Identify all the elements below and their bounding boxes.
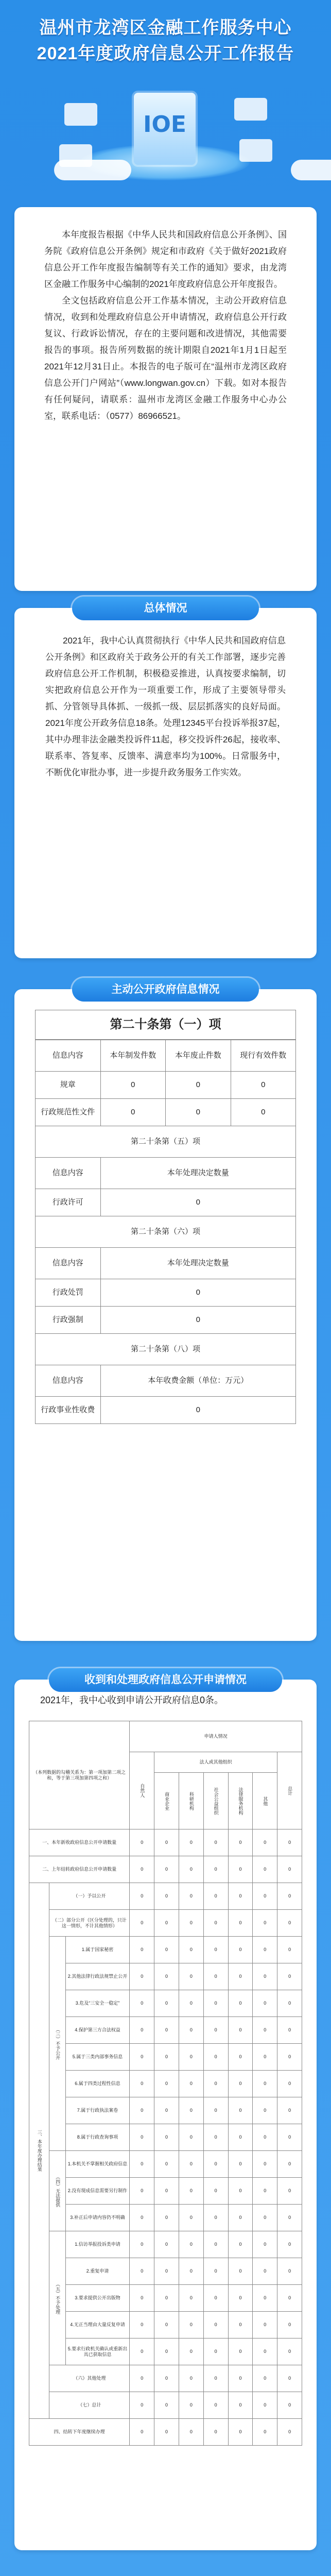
cell-value: 0 bbox=[154, 1910, 179, 1937]
table-row bbox=[29, 1856, 302, 1883]
cell-value: 0 bbox=[130, 2392, 154, 2419]
row-label: 1.属于国家秘密 bbox=[65, 1937, 130, 1963]
hero-banner bbox=[0, 0, 331, 211]
intro-card bbox=[14, 207, 317, 591]
table-row bbox=[29, 1990, 302, 2017]
table-row bbox=[29, 2231, 302, 2258]
cell-value: 0 bbox=[228, 2365, 253, 2392]
article-20-5-title: 第二十条第（五）项 bbox=[36, 1126, 296, 1158]
cell-value: 0 bbox=[100, 1397, 296, 1424]
cell-value: 0 bbox=[179, 2392, 203, 2419]
table-row bbox=[29, 2044, 302, 2071]
cell-value: 0 bbox=[253, 1937, 277, 1963]
cell-value: 0 bbox=[253, 2419, 277, 2446]
cell-value: 0 bbox=[179, 2312, 203, 2338]
cell-value: 0 bbox=[130, 1856, 154, 1883]
hero-logo-text: IOE bbox=[143, 111, 186, 138]
row-label: 4.无正当理由大量反复申请 bbox=[65, 2312, 130, 2338]
row-subgroup-label: （三）不予公开 bbox=[49, 1937, 65, 2151]
cell-value: 0 bbox=[277, 2017, 302, 2044]
cell-value: 0 bbox=[253, 2017, 277, 2044]
cell-value: 0 bbox=[130, 2258, 154, 2285]
row-label: 3.危及“三安全一稳定” bbox=[65, 1990, 130, 2017]
cell-value: 0 bbox=[130, 1990, 154, 2017]
cell-value: 0 bbox=[277, 2044, 302, 2071]
cell-value: 0 bbox=[203, 2071, 228, 2097]
cell-value: 0 bbox=[100, 1189, 296, 1216]
col-header: 科研机构 bbox=[179, 1773, 203, 1829]
cell-value: 0 bbox=[179, 2338, 203, 2365]
cell-value: 0 bbox=[179, 2285, 203, 2312]
cell-value: 0 bbox=[130, 1883, 154, 1910]
cell-value: 0 bbox=[228, 2044, 253, 2071]
cell-value: 0 bbox=[228, 1963, 253, 1990]
table-corner-note: （本列数据的勾稽关系为：第一项加第二项之和，等于第三项加第四项之和） bbox=[29, 1721, 130, 1829]
cell-value: 0 bbox=[277, 2285, 302, 2312]
row-label: 行政强制 bbox=[36, 1307, 101, 1334]
cell-value: 0 bbox=[130, 1910, 154, 1937]
cell-value: 0 bbox=[277, 2151, 302, 2178]
overview-card bbox=[14, 608, 317, 958]
applications-table bbox=[29, 1721, 302, 2446]
cell-value: 0 bbox=[277, 1829, 302, 1856]
cell-value: 0 bbox=[154, 2258, 179, 2285]
cell-value: 0 bbox=[179, 1856, 203, 1883]
active-disclosure-card bbox=[14, 989, 317, 1641]
cell-value: 0 bbox=[228, 1910, 253, 1937]
cell-value: 0 bbox=[277, 2392, 302, 2419]
applications-heading: 收到和处理政府信息公开申请情况 bbox=[49, 1668, 282, 1692]
row-label: 行政事业性收费 bbox=[36, 1397, 101, 1424]
cell-value: 0 bbox=[179, 2071, 203, 2097]
cell-value: 0 bbox=[253, 2285, 277, 2312]
cell-value: 0 bbox=[130, 2151, 154, 2178]
cell-value: 0 bbox=[179, 1990, 203, 2017]
cell-value: 0 bbox=[154, 2419, 179, 2446]
cell-value: 0 bbox=[253, 2365, 277, 2392]
cell-value: 0 bbox=[130, 1937, 154, 1963]
cell-value: 0 bbox=[253, 1829, 277, 1856]
cell-value: 0 bbox=[228, 2258, 253, 2285]
cell-value: 0 bbox=[253, 2124, 277, 2151]
row-label: 7.属于行政执法案卷 bbox=[65, 2097, 130, 2124]
cell-value: 0 bbox=[203, 1963, 228, 1990]
cell-value: 0 bbox=[277, 2097, 302, 2124]
cell-value: 0 bbox=[228, 2017, 253, 2044]
cell-value: 0 bbox=[154, 2178, 179, 2205]
col-header: 本年制发件数 bbox=[100, 1040, 166, 1072]
cell-value: 0 bbox=[228, 2338, 253, 2365]
table-row bbox=[29, 1829, 302, 1856]
cell-value: 0 bbox=[277, 1910, 302, 1937]
row-label: 行政许可 bbox=[36, 1189, 101, 1216]
cell-value: 0 bbox=[154, 2124, 179, 2151]
row-label: 2.没有现成信息需要另行制作 bbox=[65, 2178, 130, 2205]
col-header: 信息内容 bbox=[36, 1248, 101, 1279]
cell-value: 0 bbox=[154, 2231, 179, 2258]
cell-value: 0 bbox=[130, 2365, 154, 2392]
applications-intro: 2021年，我中心收到申请公开政府信息0条。 bbox=[40, 1695, 224, 1705]
cell-value: 0 bbox=[154, 2338, 179, 2365]
cell-value: 0 bbox=[253, 2258, 277, 2285]
cell-value: 0 bbox=[253, 1990, 277, 2017]
cell-value: 0 bbox=[154, 1856, 179, 1883]
cell-value: 0 bbox=[100, 1099, 166, 1126]
table-row bbox=[29, 2258, 302, 2285]
col-header: 现行有效件数 bbox=[231, 1040, 296, 1072]
cell-value: 0 bbox=[154, 2017, 179, 2044]
table-row bbox=[29, 2205, 302, 2231]
row-label: （七）总计 bbox=[49, 2392, 130, 2419]
row-label: 3.要求提供公开出版物 bbox=[65, 2285, 130, 2312]
cell-value: 0 bbox=[228, 2151, 253, 2178]
table-row bbox=[29, 2017, 302, 2044]
cell-value: 0 bbox=[228, 2205, 253, 2231]
row-label: 4.保护第三方合法权益 bbox=[65, 2017, 130, 2044]
row-label: 6.属于四类过程性信息 bbox=[65, 2071, 130, 2097]
table-row bbox=[29, 2097, 302, 2124]
cell-value: 0 bbox=[277, 1963, 302, 1990]
row-subgroup-label: （四）无法提供 bbox=[49, 2151, 65, 2231]
cell-value: 0 bbox=[154, 2312, 179, 2338]
cell-value: 0 bbox=[203, 1937, 228, 1963]
cell-value: 0 bbox=[130, 2285, 154, 2312]
cell-value: 0 bbox=[100, 1307, 296, 1334]
row-label: 8.属于行政查询事项 bbox=[65, 2124, 130, 2151]
cell-value: 0 bbox=[130, 2419, 154, 2446]
cell-value: 0 bbox=[203, 2338, 228, 2365]
col-header: 本年处理决定数量 bbox=[100, 1248, 296, 1279]
table-row bbox=[29, 1963, 302, 1990]
cell-value: 0 bbox=[100, 1072, 166, 1099]
table-row bbox=[29, 2365, 302, 2392]
cell-value: 0 bbox=[253, 2178, 277, 2205]
cell-value: 0 bbox=[203, 2178, 228, 2205]
cell-value: 0 bbox=[277, 1883, 302, 1910]
cell-value: 0 bbox=[154, 1883, 179, 1910]
col-header: 信息内容 bbox=[36, 1158, 101, 1189]
col-header: 商业企业 bbox=[154, 1773, 179, 1829]
cell-value: 0 bbox=[253, 2312, 277, 2338]
cell-value: 0 bbox=[228, 2071, 253, 2097]
cell-value: 0 bbox=[228, 2097, 253, 2124]
cell-value: 0 bbox=[228, 2178, 253, 2205]
cell-value: 0 bbox=[228, 2392, 253, 2419]
cell-value: 0 bbox=[253, 2338, 277, 2365]
table-row bbox=[29, 2178, 302, 2205]
cell-value: 0 bbox=[277, 2231, 302, 2258]
cell-value: 0 bbox=[154, 2044, 179, 2071]
row-label: 行政规范性文件 bbox=[36, 1099, 101, 1126]
cell-value: 0 bbox=[203, 2017, 228, 2044]
cell-value: 0 bbox=[154, 2285, 179, 2312]
cell-value: 0 bbox=[166, 1099, 231, 1126]
col-header: 信息内容 bbox=[36, 1040, 101, 1072]
cell-value: 0 bbox=[277, 1856, 302, 1883]
table-row bbox=[29, 2338, 302, 2365]
cell-value: 0 bbox=[228, 1937, 253, 1963]
cell-value: 0 bbox=[203, 2124, 228, 2151]
table-row bbox=[29, 2071, 302, 2097]
cell-value: 0 bbox=[253, 2071, 277, 2097]
cell-value: 0 bbox=[154, 1937, 179, 1963]
cell-value: 0 bbox=[228, 2312, 253, 2338]
row-label: 5.要求行政机关确认或重新出具已获取信息 bbox=[65, 2338, 130, 2365]
article-20-8-title: 第二十条第（八）项 bbox=[36, 1334, 296, 1365]
row-label: 二、上年结转政府信息公开申请数量 bbox=[29, 1856, 130, 1883]
table-row bbox=[29, 2419, 302, 2446]
col-header: 本年废止件数 bbox=[166, 1040, 231, 1072]
cell-value: 0 bbox=[253, 2044, 277, 2071]
cell-value: 0 bbox=[203, 2097, 228, 2124]
cell-value: 0 bbox=[154, 2205, 179, 2231]
cell-value: 0 bbox=[130, 2312, 154, 2338]
cell-value: 0 bbox=[179, 2097, 203, 2124]
cell-value: 0 bbox=[203, 2044, 228, 2071]
cell-value: 0 bbox=[203, 2419, 228, 2446]
col-header: 信息内容 bbox=[36, 1365, 101, 1397]
row-label: 1.信访举报投诉类申请 bbox=[65, 2231, 130, 2258]
cell-value: 0 bbox=[154, 2071, 179, 2097]
cell-value: 0 bbox=[203, 2365, 228, 2392]
cell-value: 0 bbox=[253, 2151, 277, 2178]
cell-value: 0 bbox=[228, 2124, 253, 2151]
cell-value: 0 bbox=[228, 2285, 253, 2312]
cell-value: 0 bbox=[203, 2258, 228, 2285]
cell-value: 0 bbox=[203, 2392, 228, 2419]
cell-value: 0 bbox=[179, 2151, 203, 2178]
col-header: 本年处理决定数量 bbox=[100, 1158, 296, 1189]
table-row bbox=[29, 1937, 302, 1963]
table-row bbox=[29, 2392, 302, 2419]
row-label: 规章 bbox=[36, 1072, 101, 1099]
cell-value: 0 bbox=[277, 2338, 302, 2365]
cell-value: 0 bbox=[203, 2151, 228, 2178]
row-label: （一）予以公开 bbox=[49, 1883, 130, 1910]
row-group-label: 三、本年度办理结果 bbox=[29, 1883, 49, 2419]
table-row bbox=[29, 2312, 302, 2338]
cell-value: 0 bbox=[203, 1990, 228, 2017]
table-row bbox=[29, 1883, 302, 1910]
cell-value: 0 bbox=[179, 2205, 203, 2231]
applicant-header: 申请人情况 bbox=[130, 1721, 302, 1752]
cell-value: 0 bbox=[253, 1963, 277, 1990]
cell-value: 0 bbox=[203, 2231, 228, 2258]
intro-paragraph-2: 全文包括政府信息公开工作基本情况，主动公开政府信息情况，收到和处理政府信息公开申请情况，政府信息公开行政复议、行政诉讼情况，存在的主要问题和改进情况，其他需要报告的事项。报告所列数据的统计期限自2021年1月1日起至2021年12月31日止。本报告的电子版可在“温州市龙湾区政府信息公开门户网站”（www.longwan.gov.cn）下载。如对本报告有任何疑问，请联系：温州市龙湾区金融工作服务中心办公室，联系电话：（0577）86966521。 bbox=[44, 296, 287, 421]
cell-value: 0 bbox=[203, 2285, 228, 2312]
row-label: 3.补正后申请内容仍不明确 bbox=[65, 2205, 130, 2231]
row-label: （二）部分公开（区分处理的，只计这一情形，不计其他情形） bbox=[49, 1910, 130, 1937]
cell-value: 0 bbox=[179, 2044, 203, 2071]
cell-value: 0 bbox=[154, 1829, 179, 1856]
cell-value: 0 bbox=[253, 2097, 277, 2124]
cell-value: 0 bbox=[154, 2392, 179, 2419]
title-line-1: 温州市龙湾区金融工作服务中心 bbox=[39, 18, 292, 38]
cell-value: 0 bbox=[130, 2231, 154, 2258]
cell-value: 0 bbox=[277, 2365, 302, 2392]
cell-value: 0 bbox=[253, 1856, 277, 1883]
applications-card bbox=[14, 1680, 317, 2550]
cell-value: 0 bbox=[179, 2231, 203, 2258]
cell-value: 0 bbox=[154, 2151, 179, 2178]
cell-value: 0 bbox=[179, 2178, 203, 2205]
cell-value: 0 bbox=[228, 2231, 253, 2258]
cell-value: 0 bbox=[179, 2258, 203, 2285]
natural-person-header: 自然人 bbox=[130, 1752, 154, 1829]
cell-value: 0 bbox=[203, 1910, 228, 1937]
cell-value: 0 bbox=[179, 2017, 203, 2044]
cell-value: 0 bbox=[130, 2097, 154, 2124]
row-label: 一、本年新收政府信息公开申请数量 bbox=[29, 1829, 130, 1856]
cell-value: 0 bbox=[203, 1829, 228, 1856]
cell-value: 0 bbox=[231, 1072, 296, 1099]
col-header: 法律服务机构 bbox=[228, 1773, 253, 1829]
cell-value: 0 bbox=[166, 1072, 231, 1099]
row-label: 2.其他法律行政法规禁止公开 bbox=[65, 1963, 130, 1990]
cell-value: 0 bbox=[100, 1279, 296, 1307]
article-20-6-title: 第二十条第（六）项 bbox=[36, 1216, 296, 1248]
cell-value: 0 bbox=[130, 1829, 154, 1856]
row-subgroup-label: （五）不予处理 bbox=[49, 2231, 65, 2365]
cell-value: 0 bbox=[179, 2365, 203, 2392]
cell-value: 0 bbox=[154, 1963, 179, 1990]
article-20-1-table bbox=[35, 1040, 296, 1424]
row-label: 5.属于三类内部事务信息 bbox=[65, 2044, 130, 2071]
cell-value: 0 bbox=[228, 1990, 253, 2017]
cell-value: 0 bbox=[228, 1883, 253, 1910]
cell-value: 0 bbox=[154, 2097, 179, 2124]
title-line-2: 2021年度政府信息公开工作报告 bbox=[37, 44, 294, 63]
cell-value: 0 bbox=[130, 2124, 154, 2151]
row-label: （六）其他处理 bbox=[49, 2365, 130, 2392]
cell-value: 0 bbox=[130, 2071, 154, 2097]
table-row bbox=[29, 2124, 302, 2151]
cell-value: 0 bbox=[277, 2258, 302, 2285]
hero-illustration bbox=[49, 82, 281, 191]
cell-value: 0 bbox=[253, 2205, 277, 2231]
cell-value: 0 bbox=[130, 2017, 154, 2044]
cell-value: 0 bbox=[130, 2338, 154, 2365]
cell-value: 0 bbox=[179, 1910, 203, 1937]
col-header: 社会公益组织 bbox=[203, 1773, 228, 1829]
overview-heading: 总体情况 bbox=[72, 597, 259, 620]
active-heading: 主动公开政府信息情况 bbox=[72, 978, 259, 1002]
cell-value: 0 bbox=[277, 2419, 302, 2446]
cell-value: 0 bbox=[228, 2419, 253, 2446]
cell-value: 0 bbox=[203, 1856, 228, 1883]
col-header: 其他 bbox=[253, 1773, 277, 1829]
cell-value: 0 bbox=[277, 1937, 302, 1963]
cell-value: 0 bbox=[203, 2205, 228, 2231]
cell-value: 0 bbox=[277, 2312, 302, 2338]
table-row bbox=[29, 1910, 302, 1937]
cell-value: 0 bbox=[277, 2178, 302, 2205]
intro-paragraph-1: 本年度报告根据《中华人民共和国政府信息公开条例》、国务院《政府信息公开条例》规定和市政府《关于做好2021政府信息公开工作年度报告编制等有关工作的通知》要求，由龙湾区金融工作服务中心编制的2021年度政府信息公开年度报告。 bbox=[44, 230, 287, 289]
cell-value: 0 bbox=[130, 1963, 154, 1990]
cell-value: 0 bbox=[228, 1856, 253, 1883]
cell-value: 0 bbox=[179, 2419, 203, 2446]
cell-value: 0 bbox=[253, 1910, 277, 1937]
article-20-1-title: 第二十条第（一）项 bbox=[35, 1010, 296, 1040]
row-label: 行政处罚 bbox=[36, 1279, 101, 1307]
cell-value: 0 bbox=[253, 1883, 277, 1910]
row-label: 四、结转下年度继续办理 bbox=[29, 2419, 130, 2446]
cell-value: 0 bbox=[179, 2124, 203, 2151]
cell-value: 0 bbox=[130, 2044, 154, 2071]
cell-value: 0 bbox=[130, 2178, 154, 2205]
row-label: 2.重复申请 bbox=[65, 2258, 130, 2285]
cell-value: 0 bbox=[179, 1883, 203, 1910]
total-header: 总计 bbox=[277, 1752, 302, 1829]
table-row bbox=[29, 2151, 302, 2178]
cell-value: 0 bbox=[154, 1990, 179, 2017]
cell-value: 0 bbox=[277, 1990, 302, 2017]
cell-value: 0 bbox=[231, 1099, 296, 1126]
cell-value: 0 bbox=[179, 1829, 203, 1856]
cell-value: 0 bbox=[130, 2205, 154, 2231]
cell-value: 0 bbox=[228, 1829, 253, 1856]
cell-value: 0 bbox=[203, 1883, 228, 1910]
cell-value: 0 bbox=[253, 2392, 277, 2419]
overview-paragraph: 2021年，我中心认真贯彻执行《中华人民共和国政府信息公开条例》和区政府关于政务公开的有关工作部署，逐步完善政府信息公开工作机制，积极稳妥推进，认真按要求编制，切实把政府信息公开作为一项重要工作，形成了主要领导带头抓、分管领导具体抓、一级抓一级、层层抓落实的良好局面。2021年度公开政务信息18条。处理12345平台投诉举报37起，其中办理非法金融类投诉件11起，移交投诉件26起，接收率、联系率、答复率、反馈率、满意率均为100%。日常服务中，不断优化审批办事，进一步提升政务服务工作实效。 bbox=[45, 636, 286, 777]
cell-value: 0 bbox=[179, 1963, 203, 1990]
cell-value: 0 bbox=[203, 2312, 228, 2338]
cell-value: 0 bbox=[154, 2365, 179, 2392]
table-row bbox=[29, 2285, 302, 2312]
col-header: 本年收费金额（单位：万元） bbox=[100, 1365, 296, 1397]
cell-value: 0 bbox=[179, 1937, 203, 1963]
cell-value: 0 bbox=[253, 2231, 277, 2258]
cell-value: 0 bbox=[277, 2205, 302, 2231]
row-label: 1.本机关不掌握相关政府信息 bbox=[65, 2151, 130, 2178]
cell-value: 0 bbox=[277, 2071, 302, 2097]
cell-value: 0 bbox=[277, 2124, 302, 2151]
legal-entity-header: 法人或其他组织 bbox=[154, 1752, 277, 1773]
